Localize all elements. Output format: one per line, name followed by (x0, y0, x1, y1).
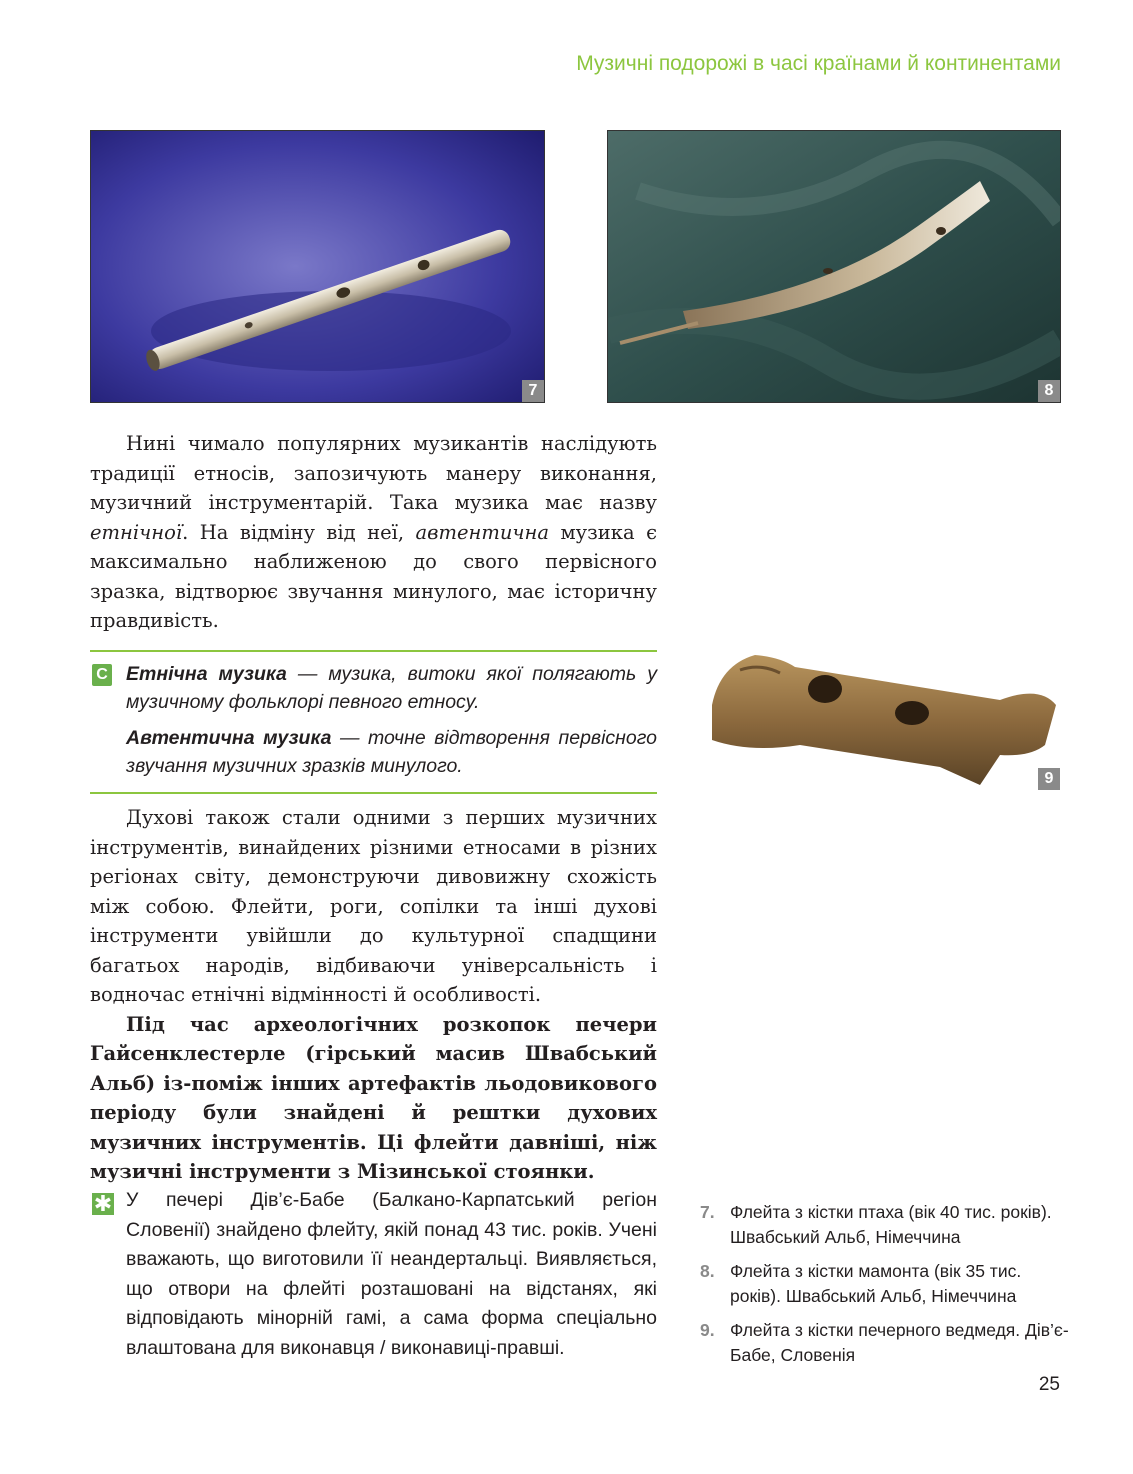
figure-8-photo (607, 130, 1061, 403)
para1-text-a: Нині чимало популярних музикантів наслідують традиції етносів, запозичують манеру виконання, музичний інструментарій. Така музика має назву (90, 432, 657, 514)
wind-instruments-paragraphs (90, 803, 657, 1187)
page-number: 25 (1038, 1374, 1060, 1395)
caption-text: Флейта з кістки птаха (вік 40 тис. років). Швабський Альб, Німеччина (730, 1202, 1052, 1247)
definition-text: — точне відтворення первісного звучання музичних зразків минулого. (126, 727, 657, 777)
para1-text-b: . На відміну від неї, (182, 520, 416, 544)
asterisk-icon: ✱ (93, 1191, 113, 1216)
intro-paragraph (90, 429, 657, 636)
definition-ethnic-music (126, 660, 657, 716)
note-text: У печері Дів’є-Бабе (Балкано-Карпатський регіон Словенії) знайдено флейту, якій понад 43 тис. років. Учені вважають, що виготовили її неандертальці. Виявляється, що отвори на флейті розташовані на відстанях, які відповідають мінорній гамі, а сама форма спеціально влаштована для виконавця / виконавиці-правші. (126, 1189, 657, 1359)
paragraph-excavations: Під час археологічних розкопок печери Гайсенклестерле (гірський масив Швабський Альб) із-поміж інших артефактів льодовикового періоду були знайдені й рештки духових музичних інструментів. Ці флейти давніші, ніж музичні інструменти з Мізинської стоянки. (90, 1012, 657, 1183)
caption-text: Флейта з кістки печерного ведмедя. Дів’є-Бабе, Словенія (730, 1320, 1069, 1365)
definition-icon: С (92, 664, 112, 686)
figure-number-7: 7 (522, 380, 544, 402)
caption-8 (700, 1259, 1070, 1309)
definitions-box (90, 650, 657, 794)
caption-7 (700, 1200, 1070, 1250)
running-header: Музичні подорожі в часі країнами й континентами (576, 52, 1061, 75)
cave-bear-bone-flute-image (700, 645, 1060, 790)
para1-text-c: музика є максимально наближеною до свого первісного зразка, відтворює звучання минулого, має історичну правдивість. (90, 520, 657, 632)
caption-number: 8. (700, 1261, 715, 1281)
definition-authentic-music (126, 724, 657, 780)
term-ethnic-italic: етнічної (90, 520, 183, 544)
figure-number-8: 8 (1038, 380, 1060, 402)
caption-number: 9. (700, 1320, 715, 1340)
definition-text: — музика, витоки якої полягають у музичному фольклорі певного етносу. (126, 663, 657, 713)
definition-term: Автентична музика (126, 727, 332, 749)
caption-number: 7. (700, 1202, 715, 1222)
definition-term: Етнічна музика (126, 663, 287, 685)
caption-text: Флейта з кістки мамонта (вік 35 тис. років). Швабський Альб, Німеччина (730, 1261, 1022, 1306)
term-authentic-italic: автентична (415, 520, 550, 544)
figure-7-photo (90, 130, 545, 403)
paragraph-wind-instruments: Духові також стали одними з перших музичних інструментів, винайдених різними етносами в різних регіонах світу, демонструючи дивовижну схожість між собою. Флейти, роги, сопілки та інші духові інструменти увійшли до культурної спадщини багатьох народів, відбиваючи універсальність і водночас етнічні відмінності й особливості. (90, 806, 657, 1006)
figure-captions (700, 1200, 1070, 1377)
mammoth-bone-flute-image (608, 131, 1060, 402)
interesting-fact-note (90, 1186, 657, 1363)
figure-number-9: 9 (1038, 768, 1060, 790)
caption-9 (700, 1318, 1070, 1368)
bird-bone-flute-image (91, 131, 544, 402)
figure-9-photo (700, 645, 1060, 790)
